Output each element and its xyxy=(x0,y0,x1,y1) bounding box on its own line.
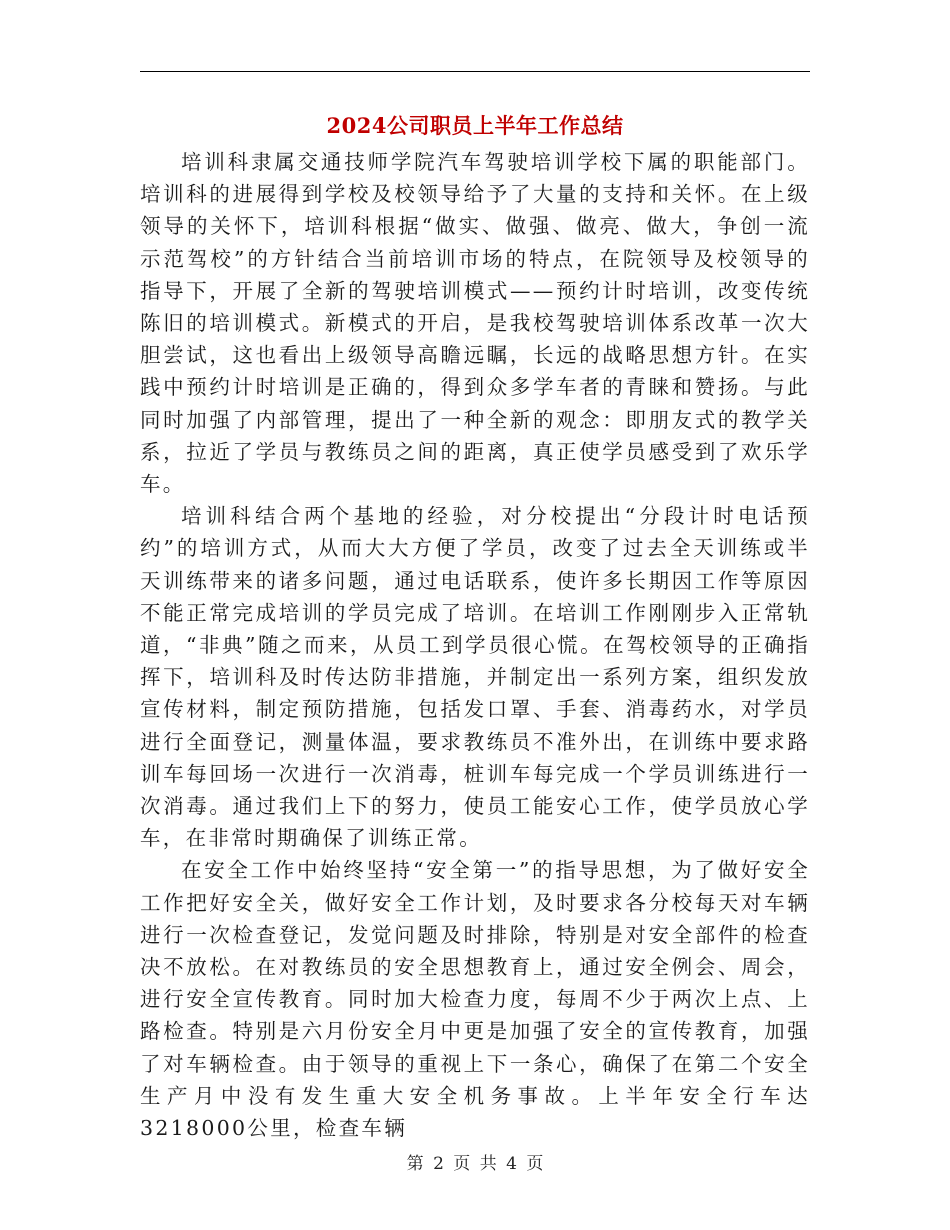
body-paragraph: 培训科隶属交通技师学院汽车驾驶培训学校下属的职能部门。培训科的进展得到学校及校领导给予了大量的支持和关怀。在上级领导的关怀下，培训科根据“做实、做强、做亮、做大，争创一流示范驾校”的方针结合当前培训市场的特点，在院领导及校领导的指导下，开展了全新的驾驶培训模式——预约计时培训，改变传统陈旧的培训模式。新模式的开启，是我校驾驶培训体系改革一次大胆尝试，这也看出上级领导高瞻远瞩，长远的战略思想方针。在实践中预约计时培训是正确的，得到众多学车者的青睐和赞扬。与此同时加强了内部管理，提出了一种全新的观念：即朋友式的教学关系，拉近了学员与教练员之间的距离，真正使学员感受到了欢乐学车。 xyxy=(140,150,810,497)
document-title: 2024公司职员上半年工作总结 xyxy=(326,113,624,138)
body-paragraph: 培训科结合两个基地的经验，对分校提出“分段计时电话预约”的培训方式，从而大大方便了学员，改变了过去全天训练或半天训练带来的诸多问题，通过电话联系，使许多长期因工作等原因不能正常完成培训的学员完成了培训。在培训工作刚刚步入正常轨道，“非典”随之而来，从员工到学员很心慌。在驾校领导的正确指挥下，培训科及时传达防非措施，并制定出一系列方案，组织发放宣传材料，制定预防措施，包括发口罩、手套、消毒药水，对学员进行全面登记，测量体温，要求教练员不准外出，在训练中要求路训车每回场一次进行一次消毒，桩训车每完成一个学员训练进行一次消毒。通过我们上下的努力，使员工能安心工作，使学员放心学车，在非常时期确保了训练正常。 xyxy=(140,504,810,851)
header-rule xyxy=(140,71,810,72)
page-number-footer: 第 2 页 共 4 页 xyxy=(406,1154,544,1174)
body-paragraph: 在安全工作中始终坚持“安全第一”的指导思想，为了做好安全工作把好安全关，做好安全工作计划，及时要求各分校每天对车辆进行一次检查登记，发觉问题及时排除，特别是对安全部件的检查决不放松。在对教练员的安全思想教育上，通过安全例会、周会，进行安全宣传教育。同时加大检查力度，每周不少于两次上点、上路检查。特别是六月份安全月中更是加强了安全的宣传教育，加强了对车辆检查。由于领导的重视上下一条心，确保了在第二个安全生产月中没有发生重大安全机务事故。上半年安全行车达3218000公里，检查车辆 xyxy=(140,858,810,1141)
document-body xyxy=(140,146,810,1144)
